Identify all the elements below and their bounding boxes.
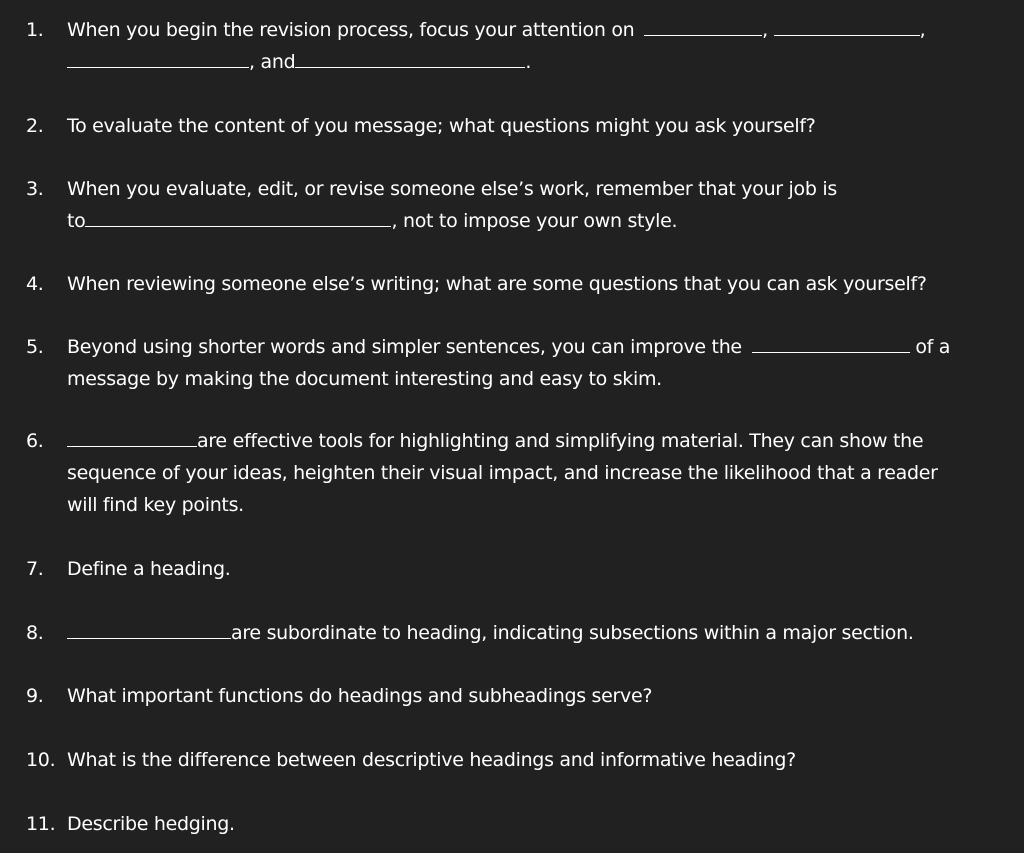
question-9 [26,680,994,712]
question-text: are subordinate to heading, indicating subsections within a major section. [231,622,914,644]
question-number: 7. [26,558,44,580]
question-text: , and [249,51,296,73]
question-text: message by making the document interesting and easy to skim. [67,368,662,390]
question-text: to [67,210,86,232]
fill-in-blank[interactable] [295,47,525,68]
question-text: , not to impose your own style. [391,210,678,232]
question-4 [26,268,994,300]
question-number: 9. [26,685,44,707]
fill-in-blank[interactable] [67,47,249,68]
question-3 [26,173,994,237]
question-text: Describe hedging. [67,813,235,835]
question-text: Beyond using shorter words and simpler sentences, you can improve the [67,336,742,358]
period: . [525,51,532,73]
fill-in-blank[interactable] [85,206,391,227]
question-number: 4. [26,273,44,295]
question-11 [26,808,994,840]
fill-in-blank[interactable] [774,15,920,36]
question-5 [26,331,994,395]
question-number: 2. [26,115,44,137]
question-6 [26,425,994,521]
question-text: of a [915,336,951,358]
fill-in-blank[interactable] [752,332,910,353]
question-text: Define a heading. [67,558,231,580]
question-7 [26,553,994,585]
question-text: To evaluate the content of you message; what questions might you ask yourself? [67,115,816,137]
question-text: When you begin the revision process, focus your attention on [67,19,635,41]
question-text: When you evaluate, edit, or revise someone else’s work, remember that your job is [67,178,837,200]
question-text: sequence of your ideas, heighten their visual impact, and increase the likelihood that a reader [67,462,938,484]
comma: , [919,19,926,41]
question-text: When reviewing someone else’s writing; what are some questions that you can ask yourself? [67,273,927,295]
fill-in-blank[interactable] [67,618,231,639]
comma: , [762,19,768,41]
question-number: 11. [26,813,56,835]
question-number: 5. [26,336,44,358]
question-text: are effective tools for highlighting and simplifying material. They can show the [197,430,924,452]
question-text: What important functions do headings and subheadings serve? [67,685,653,707]
question-1 [26,14,994,78]
question-number: 10. [26,749,56,771]
question-number: 8. [26,622,44,644]
question-text: What is the difference between descriptive headings and informative heading? [67,749,796,771]
fill-in-blank[interactable] [644,15,762,36]
question-text: will find key points. [67,494,244,516]
fill-in-blank[interactable] [67,426,197,447]
question-8 [26,617,994,649]
question-2 [26,110,994,142]
question-number: 3. [26,178,44,200]
question-number: 6. [26,430,44,452]
question-10 [26,744,994,776]
question-number: 1. [26,19,44,41]
